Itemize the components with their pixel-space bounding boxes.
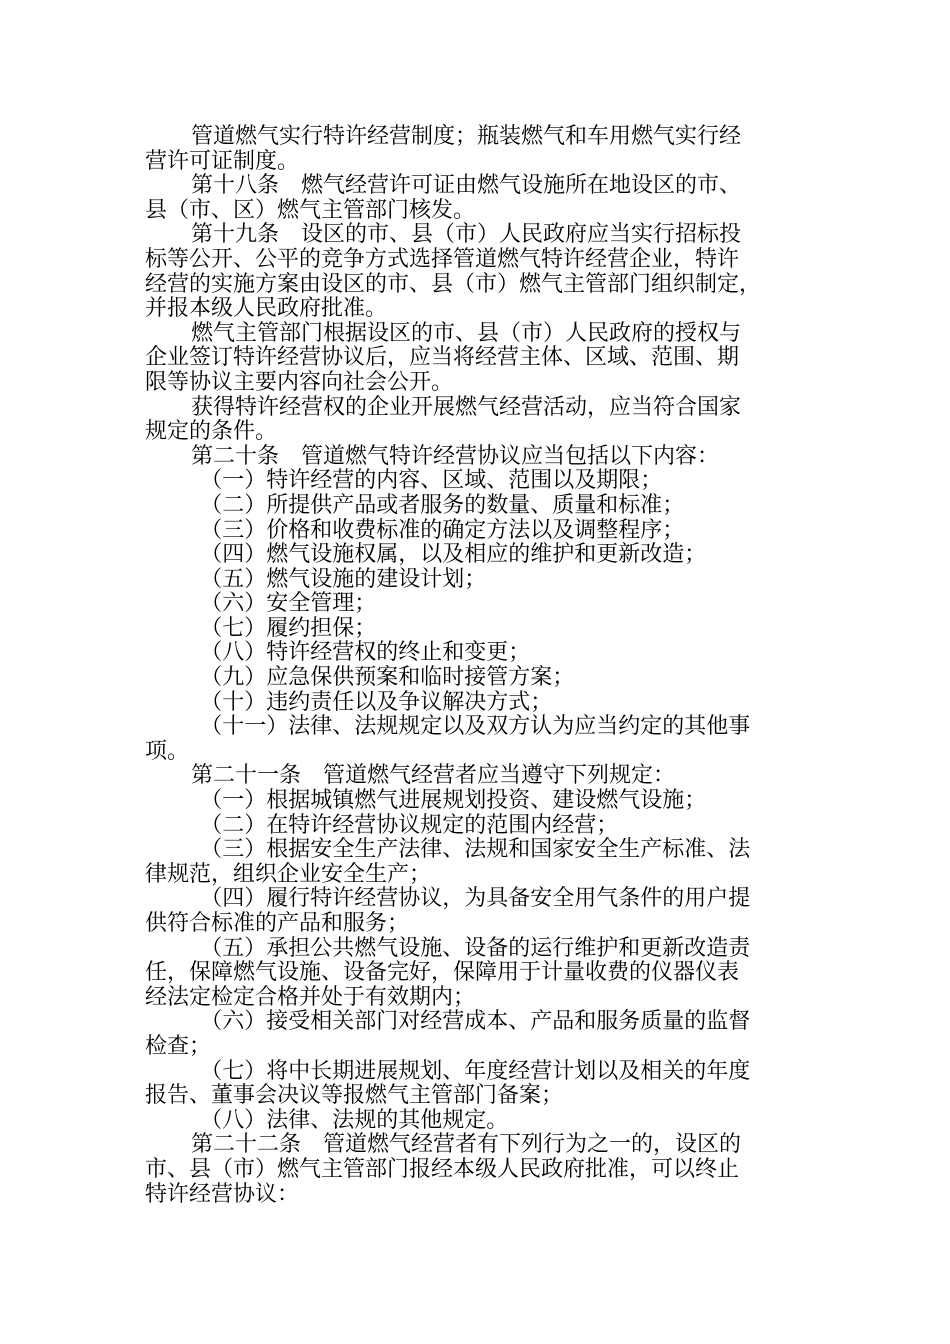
text-line: （三）价格和收费标准的确定方法以及调整程序； [200,517,685,543]
text-line: 供符合标准的产品和服务； [145,911,410,936]
text-line: 第二十二条 管道燃气经营者有下列行为之一的，设区的 [191,1132,742,1158]
text-line: （五）承担公共燃气设施、设备的运行维护和更新改造责 [200,935,751,961]
text-line: （七）履约担保； [200,615,377,641]
text-line: 经法定检定合格并处于有效期内； [145,984,476,1010]
text-line: 检查； [145,1033,212,1059]
text-line: 经营的实施方案由设区的市、县（市）燃气主管部门组织制定， [145,271,762,297]
text-line: 管道燃气实行特许经营制度；瓶装燃气和车用燃气实行经 [191,124,742,149]
text-line: 县（市、区）燃气主管部门核发。 [145,197,476,223]
text-line: 报告、董事会决议等报燃气主管部门备案； [145,1083,564,1109]
text-line: 并报本级人民政府批准。 [145,296,388,322]
text-line: 第二十一条 管道燃气经营者应当遵守下列规定： [191,763,676,789]
text-line: 市、县（市）燃气主管部门报经本级人民政府批准，可以终止 [145,1156,740,1182]
text-line: 第二十条 管道燃气特许经营协议应当包括以下内容： [191,443,720,469]
text-line: （八）法律、法规的其他规定。 [200,1107,509,1133]
text-line: 营许可证制度。 [145,148,300,174]
text-line: （六）安全管理； [200,591,377,617]
text-line: 特许经营协议： [145,1181,300,1207]
text-line: 限等协议主要内容向社会公开。 [145,369,454,395]
text-line: 企业签订特许经营协议后，应当将经营主体、区域、范围、期 [145,345,740,371]
text-line: （七）将中长期进展规划、年度经营计划以及相关的年度 [200,1058,751,1084]
text-line: （三）根据安全生产法律、法规和国家安全生产标准、法 [200,837,751,863]
text-line: 获得特许经营权的企业开展燃气经营活动，应当符合国家 [191,394,742,420]
text-line: 燃气主管部门根据设区的市、县（市）人民政府的授权与 [191,320,742,346]
text-line: （五）燃气设施的建设计划； [200,566,487,592]
text-line: 规定的条件。 [145,419,278,445]
text-line: （四）履行特许经营协议，为具备安全用气条件的用户提 [200,886,751,912]
document-body [145,125,795,1207]
text-line: （十一）法律、法规规定以及双方认为应当约定的其他事 [200,714,751,740]
text-line: （二）所提供产品或者服务的数量、质量和标准； [200,492,685,518]
text-line: （九）应急保供预案和临时接管方案； [200,665,575,691]
text-line: 律规范，组织企业安全生产； [145,861,432,887]
text-line: （一）根据城镇燃气进展规划投资、建设燃气设施； [200,788,707,814]
text-line: （二）在特许经营协议规定的范围内经营； [200,812,619,838]
text-line: 任，保障燃气设施、设备完好，保障用于计量收费的仪器仪表 [145,960,740,986]
text-line: （六）接受相关部门对经营成本、产品和服务质量的监督 [200,1009,751,1035]
text-line: （四）燃气设施权属，以及相应的维护和更新改造； [200,542,707,568]
text-line: 标等公开、公平的竞争方式选择管道燃气特许经营企业，特许 [145,246,740,272]
text-line: （十）违约责任以及争议解决方式； [200,689,553,715]
text-line: （八）特许经营权的终止和变更； [200,640,531,666]
text-line: 第十八条 燃气经营许可证由燃气设施所在地设区的市、 [191,173,742,199]
text-line: 项。 [145,738,190,764]
text-line: 第十九条 设区的市、县（市）人民政府应当实行招标投 [191,222,742,248]
text-line: （一）特许经营的内容、区域、范围以及期限； [200,468,663,494]
